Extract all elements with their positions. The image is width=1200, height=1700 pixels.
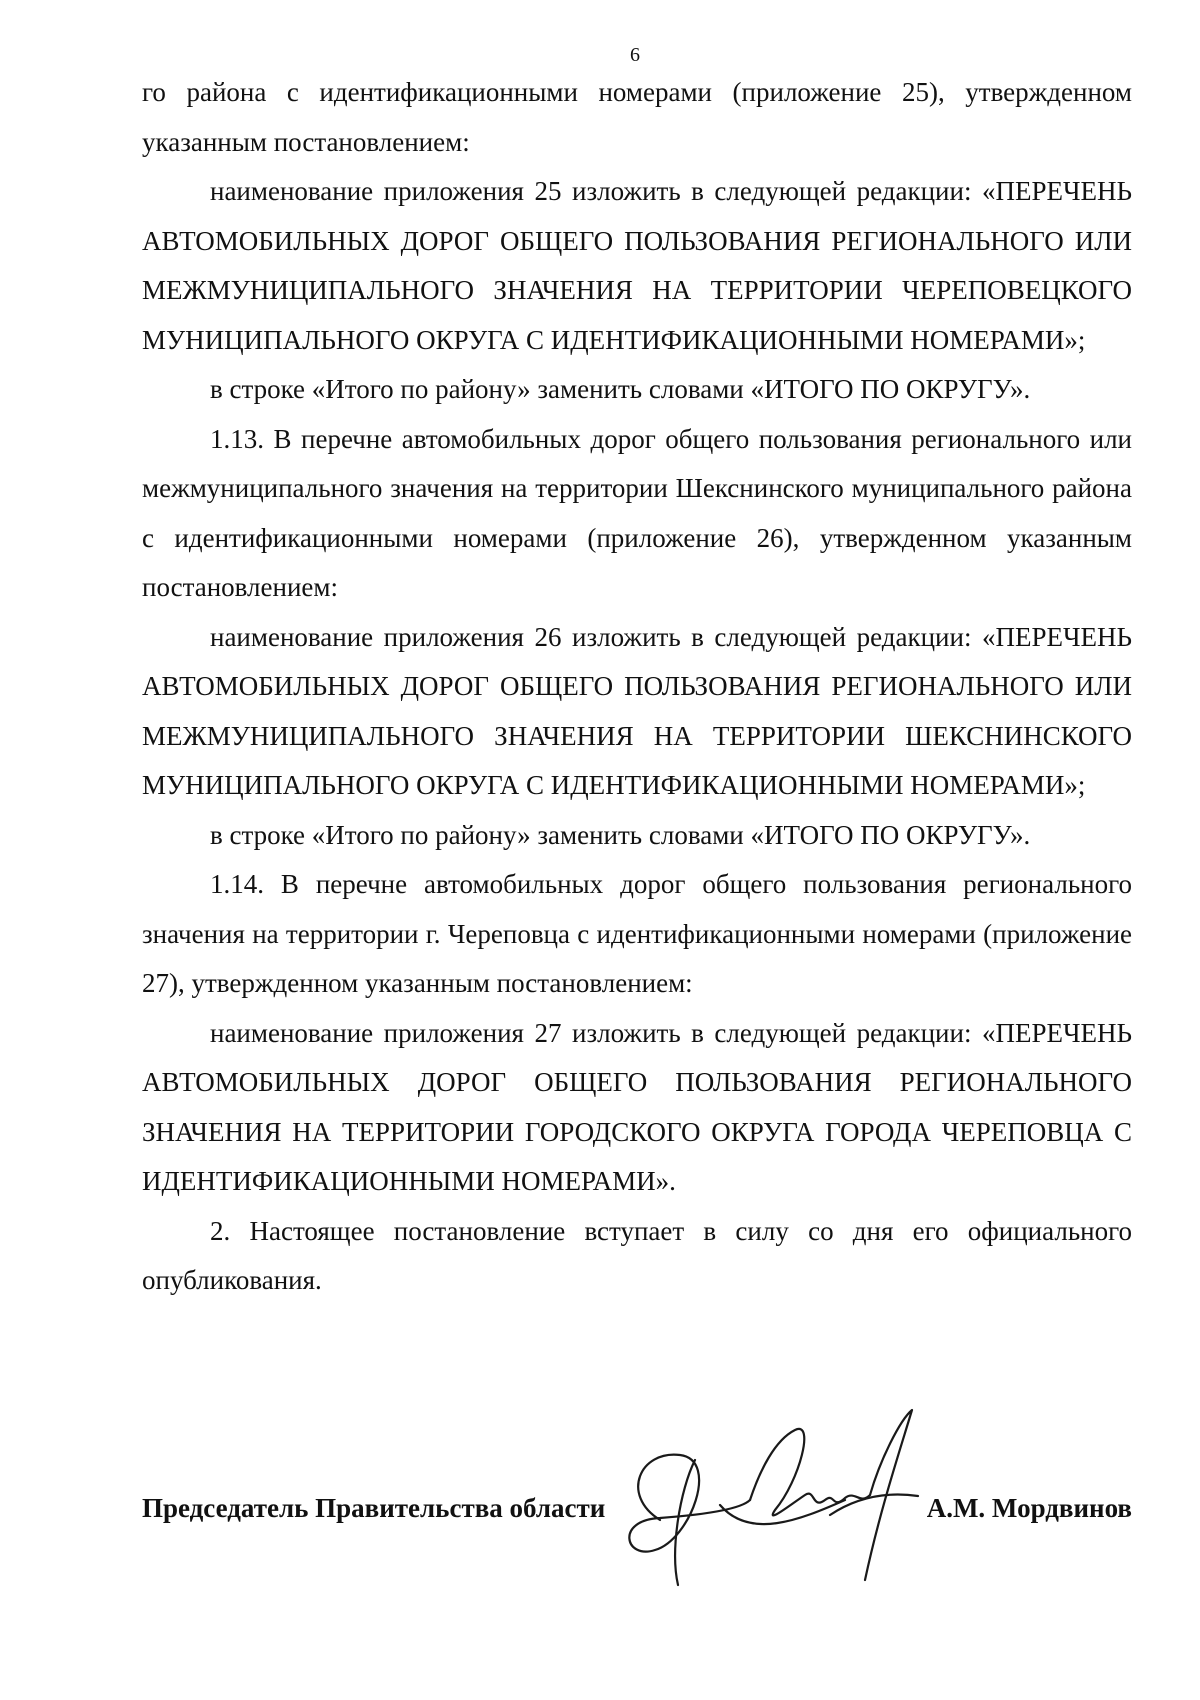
signer-name: А.М. Мордвинов	[926, 1493, 1132, 1523]
paragraph: 2. Настоящее постановление вступает в силу со дня его официального опубликования.	[142, 1215, 1132, 1295]
paragraph: в строке «Итого по району» заменить словами «ИТОГО ПО ОКРУГУ».	[210, 374, 1031, 404]
paragraph: в строке «Итого по району» заменить словами «ИТОГО ПО ОКРУГУ».	[210, 819, 1031, 850]
signer-title: Председатель Правительства области	[142, 1493, 606, 1523]
paragraph: 1.14. В перечне автомобильных дорог общего пользования регионального значения на территории г. Череповца с идентификационными номерами (приложение 27), утвержденном указанным постановлением:	[142, 869, 1132, 998]
page-number: 6	[630, 44, 640, 66]
document-body	[142, 68, 1132, 1306]
paragraph: наименование приложения 27 изложить в следующей редакции: «ПЕРЕЧЕНЬ АВТОМОБИЛЬНЫХ ДОРОГ ОБЩЕГО ПОЛЬЗОВАНИЯ РЕГИОНАЛЬНОГО ЗНАЧЕНИЯ НА ТЕРРИТОРИИ ГОРОДСКОГО ОКРУГА ГОРОДА ЧЕРЕПОВЦА С ИДЕНТИФИКАЦИОННЫМИ НОМЕРАМИ».	[142, 1017, 1132, 1196]
paragraph: 1.13. В перечне автомобильных дорог общего пользования регионального или межмуниципального значения на территории Шекснинского муниципального района с идентификационными номерами (приложение 26), утвержденном указанным постановлением:	[142, 423, 1132, 602]
paragraph: го района с идентификационными номерами (приложение 25), утвержденном указанным постановлением:	[142, 77, 1132, 157]
handwritten-signature	[600, 1400, 930, 1590]
paragraph: наименование приложения 26 изложить в следующей редакции: «ПЕРЕЧЕНЬ АВТОМОБИЛЬНЫХ ДОРОГ ОБЩЕГО ПОЛЬЗОВАНИЯ РЕГИОНАЛЬНОГО ИЛИ МЕЖМУНИЦИПАЛЬНОГО ЗНАЧЕНИЯ НА ТЕРРИТОРИИ ШЕКСНИНСКОГО МУНИЦИПАЛЬНОГО ОКРУГА С ИДЕНТИФИКАЦИОННЫМИ НОМЕРАМИ»;	[142, 621, 1132, 800]
paragraph: наименование приложения 25 изложить в следующей редакции: «ПЕРЕЧЕНЬ АВТОМОБИЛЬНЫХ ДОРОГ ОБЩЕГО ПОЛЬЗОВАНИЯ РЕГИОНАЛЬНОГО ИЛИ МЕЖМУНИЦИПАЛЬНОГО ЗНАЧЕНИЯ НА ТЕРРИТОРИИ ЧЕРЕПОВЕЦКОГО МУНИЦИПАЛЬНОГО ОКРУГА С ИДЕНТИФИКАЦИОННЫМИ НОМЕРАМИ»;	[142, 176, 1132, 355]
